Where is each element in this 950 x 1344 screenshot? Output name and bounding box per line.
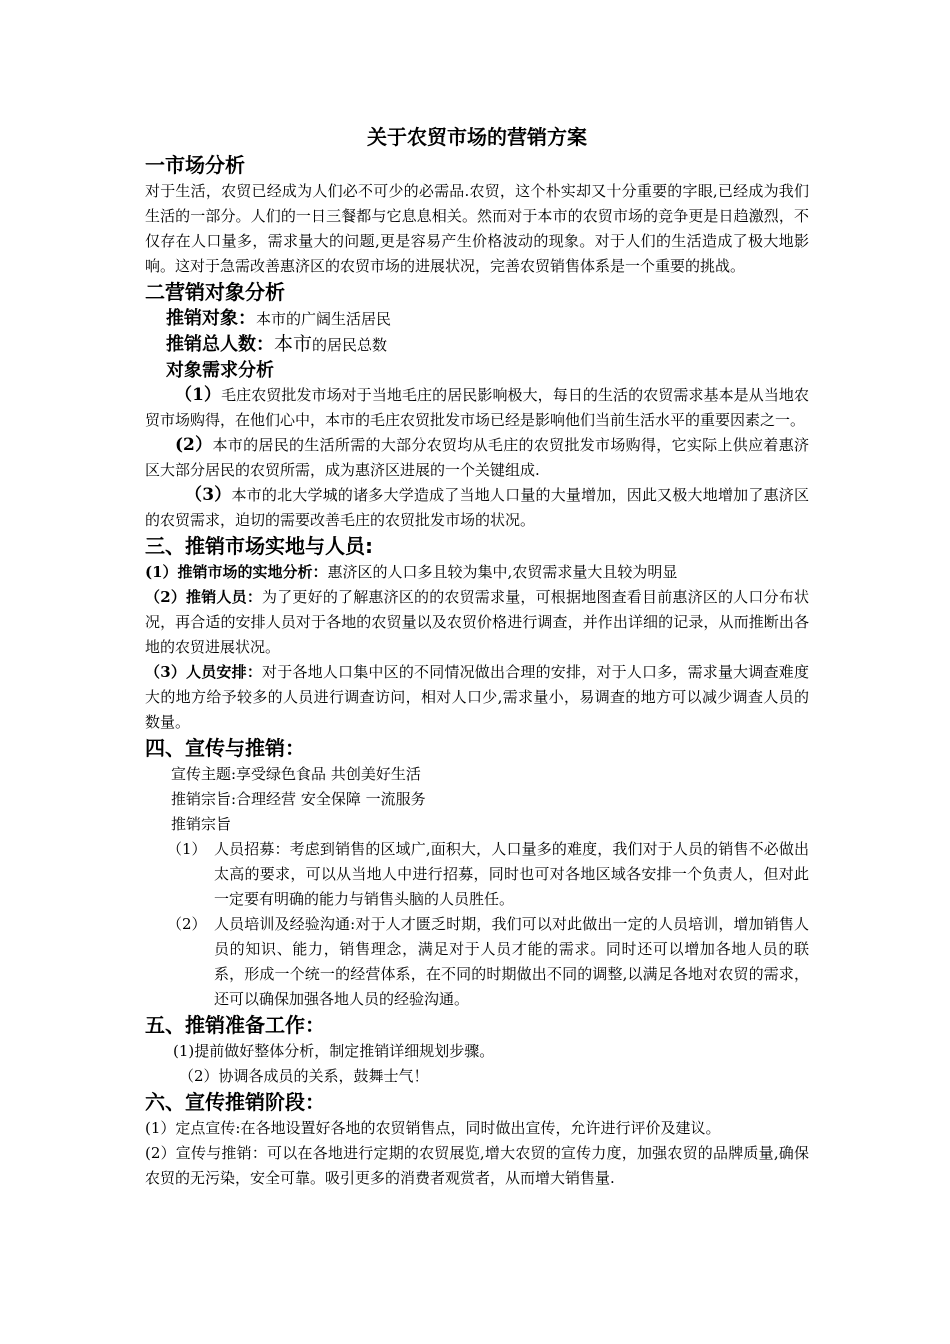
paragraph: [145, 585, 809, 660]
paragraph-label: （2）推销人员：: [145, 588, 263, 606]
promotion-tenet: 推销宗旨:合理经营 安全保障 一流服务: [171, 790, 426, 808]
list-item: [145, 837, 809, 912]
paragraph-text: 为了更好的了解惠济区的的农贸需求量，可根据地图查看目前惠济区的人口分布状况，再合适的安排人员对于各地的农贸量以及农贸价格进行调查，并作出详细的记录，从而推断出各地的农贸进展状况。: [145, 588, 809, 656]
target-label: 推销对象：: [166, 308, 256, 329]
section-promotion-stage: [145, 1089, 809, 1191]
stage-item-2: (2）宣传与推销：可以在各地进行定期的农贸展览,增大农贸的宣传力度，加强农贸的品牌质量,确保农贸的无污染，安全可靠。吸引更多的消费者观赏者，从而增大销售量.: [145, 1144, 809, 1187]
section-heading: 三、推销市场实地与人员:: [145, 534, 373, 558]
section-heading: 四、宣传与推销：: [145, 736, 305, 760]
list-item: [145, 912, 809, 1012]
document-title: 关于农贸市场的营销方案: [367, 125, 587, 149]
section-preparation: [145, 1012, 809, 1089]
paragraph: 对于生活，农贸已经成为人们必不可少的必需品.农贸，这个朴实却又十分重要的字眼,已经成为我们生活的一部分。人们的一日三餐都与它息息相关。然而对于本市的农贸市场的竞争更是日趋激烈，不仅存在人口量多，需求量大的问题,更是容易产生价格波动的现象。对于人们的生活造成了极大地影响。这对于急需改善惠济区的农贸市场的进展状况，完善农贸销售体系是一个重要的挑战。: [145, 182, 809, 275]
paragraph-text: 对于各地人口集中区的不同情况做出合理的安排，对于人口多，需求量大调查难度大的地方给予较多的人员进行调查访问，相对人口少,需求量小，易调查的地方可以减少调查人员的数量。: [145, 663, 809, 731]
need-number: （1）: [175, 385, 222, 405]
count-value-emphasis: 本市: [274, 333, 313, 355]
target-value: 本市的广阔生活居民: [256, 310, 392, 328]
count-value: 的居民总数: [312, 336, 388, 354]
section-heading: 二营销对象分析: [145, 280, 285, 304]
section-heading: 一市场分析: [145, 153, 245, 177]
preparation-item-1: (1)提前做好整体分析，制定推销详细规划步骤。: [173, 1042, 495, 1060]
need-text: 本市的居民的生活所需的大部分农贸均从毛庄的农贸批发市场购得，它实际上供应着惠济区大部分居民的农贸所需，成为惠济区进展的一个关键组成.: [145, 436, 809, 479]
promotion-theme: 宣传主题:享受绿色食品 共创美好生活: [171, 765, 421, 783]
needs-heading: 对象需求分析: [166, 360, 274, 381]
preparation-item-2: （2）协调各成员的关系，鼓舞士气！: [179, 1067, 429, 1085]
paragraph: [145, 660, 809, 735]
list-marker: （1）: [167, 840, 207, 858]
need-number: （3）: [185, 485, 232, 505]
count-line: [145, 332, 809, 358]
list-marker: （2）: [167, 915, 207, 933]
section-target-analysis: [145, 279, 809, 533]
need-text: 毛庄农贸批发市场对于当地毛庄的居民影响极大，每日的生活的农贸需求基本是从当地农贸市场购得，在他们心中，本市的毛庄农贸批发市场已经是影响他们当前生活水平的重要因素之一。: [145, 386, 809, 429]
paragraph-text: 惠济区的人口多且较为集中,农贸需求量大且较为明显: [327, 563, 678, 581]
section-market-and-staff: [145, 533, 809, 735]
need-number: (2）: [175, 435, 213, 455]
section-market-analysis: [145, 152, 809, 279]
section-heading: 五、推销准备工作：: [145, 1013, 325, 1037]
need-item-2: [145, 433, 809, 483]
paragraph: [145, 560, 809, 585]
need-text: 本市的北大学城的诸多大学造成了当地人口量的大量增加，因此又极大地增加了惠济区的农贸需求，迫切的需要改善毛庄的农贸批发市场的状况。: [145, 486, 809, 529]
count-label: 推销总人数：: [166, 334, 274, 355]
paragraph-label: （3）人员安排：: [145, 663, 263, 681]
list-text: 人员招募：考虑到销售的区域广,面积大，人口量多的难度，我们对于人员的销售不必做出太高的要求，可以从当地人中进行招募，同时也可对各地区域各安排一个负责人，但对此一定要有明确的能力与销售头脑的人员胜任。: [214, 840, 809, 908]
list-text: 人员培训及经验沟通:对于人才匮乏时期，我们可以对此做出一定的人员培训，增加销售人员的知识、能力，销售理念，满足对于人员才能的需求。同时还可以增加各地人员的联系，形成一个统一的经营体系，在不同的时期做出不同的调整,以满足各地对农贸的需求，还可以确保加强各地人员的经验沟通。: [214, 915, 809, 1008]
target-line: [145, 306, 809, 332]
stage-item-1: (1）定点宣传:在各地设置好各地的农贸销售点，同时做出宣传，允许进行评价及建议。: [145, 1119, 721, 1137]
promotion-tenet-heading: 推销宗旨: [171, 815, 232, 833]
document-body: [145, 122, 809, 1191]
paragraph-label: (1）推销市场的实地分析：: [145, 563, 328, 581]
section-heading: 六、宣传推销阶段：: [145, 1090, 325, 1114]
section-promotion: [145, 735, 809, 1012]
need-item-1: [145, 383, 809, 433]
need-item-3: [145, 483, 809, 533]
